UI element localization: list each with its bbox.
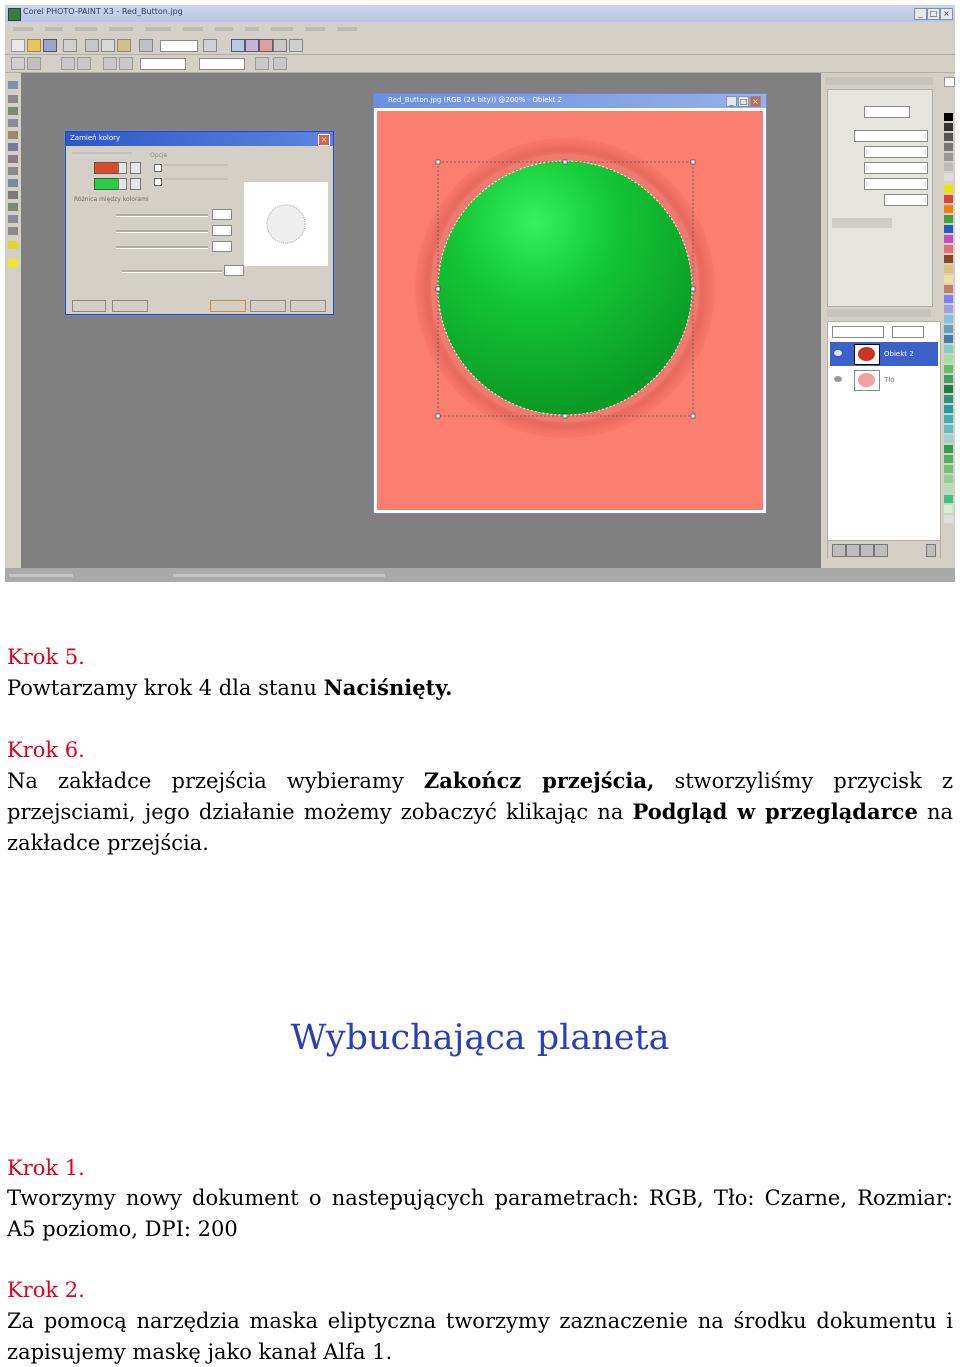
step6-line1-pre: Na zakładce przejścia wybieramy [7,769,424,793]
step1-label: Krok 1. [7,1156,85,1180]
step2-line2: zapisujemy maskę jako kanał Alfa 1. [7,1340,393,1364]
range-field[interactable] [224,265,244,276]
image-window-title-bar [374,94,766,108]
step6-line2-pre: przejsciami, jego działanie możemy zobaczyć klikając na [7,800,633,824]
status-hint [173,574,385,577]
palette-swatch[interactable] [944,365,953,373]
palette-swatch[interactable] [944,215,953,223]
to-color-swatch[interactable] [94,178,120,190]
foreground-color-icon[interactable] [8,241,18,249]
step2-line1: Za pomocą narzędzia maska eliptyczna tworzymy zaznaczenie na środku dokumentu i [7,1309,953,1333]
docker-combo[interactable] [864,106,910,118]
object-row[interactable] [830,368,938,392]
lightness-field[interactable] [212,241,232,252]
new-object-icon[interactable] [832,544,846,557]
toolbar-icon[interactable] [11,57,25,70]
step6-line2-bold: Podgląd w przeglądarce [632,799,918,824]
toolbox [5,73,21,571]
selection-handle[interactable] [563,160,567,164]
hue-field[interactable] [212,209,232,220]
saturation-slider[interactable] [116,230,208,233]
palette-swatch[interactable] [944,445,953,453]
palette-swatch[interactable] [944,455,953,463]
menu-item[interactable] [245,27,259,31]
option-checkbox[interactable] [154,178,162,186]
option-label [164,164,228,166]
cut-icon[interactable] [85,39,99,52]
property-bar [5,54,955,73]
palette-swatch[interactable] [944,153,953,161]
toolbar-icon[interactable] [103,57,117,70]
property-field[interactable] [199,58,245,70]
image-maximize-button[interactable]: □ [739,97,748,106]
palette-swatch[interactable] [944,475,953,483]
palette-swatch[interactable] [944,275,953,283]
fill-tool-icon[interactable] [8,203,18,211]
properties-docker [827,89,933,307]
object-thumbnail [854,344,880,365]
palette-swatch[interactable] [944,345,953,353]
menu-item[interactable] [337,27,357,31]
palette-swatch[interactable] [944,305,953,313]
step6-line2 [7,800,953,824]
palette-swatch[interactable] [944,335,953,343]
docker-header [827,309,931,317]
selection-handle[interactable] [691,414,695,418]
palette-swatch[interactable] [944,185,953,193]
menu-item[interactable] [109,27,133,31]
property-field[interactable] [140,58,186,70]
selection-handle[interactable] [691,160,695,164]
menu-bar [5,22,955,36]
range-slider[interactable] [122,270,222,273]
step2-label: Krok 2. [7,1278,85,1302]
palette-swatch[interactable] [944,435,953,443]
saturation-field[interactable] [212,225,232,236]
shape-tool-icon[interactable] [8,215,18,223]
close-button[interactable]: × [940,8,953,20]
toolbar-icon[interactable] [77,57,91,70]
object-row-selected[interactable] [830,342,938,366]
pick-tool-icon[interactable] [8,81,18,89]
palette-swatch[interactable] [944,505,953,513]
clone-tool-icon[interactable] [8,167,18,175]
eyedropper-tool-icon[interactable] [8,131,18,139]
step1-line2: A5 poziomo, DPI: 200 [7,1217,238,1241]
menu-item[interactable] [75,27,97,31]
eyedropper-icon[interactable] [130,178,141,190]
options-label: Opcje [150,152,168,159]
toolbar-icon[interactable] [255,57,269,70]
selection-handle[interactable] [436,160,440,164]
docker-combo[interactable] [864,178,928,190]
menu-item[interactable] [13,27,33,31]
selection-handle[interactable] [436,287,440,291]
step1-line1: Tworzymy nowy dokument o nastepujących parametrach: RGB, Tło: Czarne, Rozmiar: [7,1186,953,1210]
window-title: Corel PHOTO-PAINT X3 - Red_Button.jpg [23,7,183,16]
crop-tool-icon[interactable] [8,107,18,115]
menu-item[interactable] [45,27,63,31]
palette-swatch[interactable] [944,355,953,363]
selection-handle[interactable] [691,287,695,291]
palette-swatch[interactable] [944,225,953,233]
menu-item[interactable] [305,27,325,31]
cancel-button[interactable] [250,300,286,312]
palette-swatch[interactable] [944,205,953,213]
docker-icons[interactable] [832,218,892,228]
print-icon[interactable] [63,39,77,52]
docker-combo[interactable] [864,162,928,174]
dialog-title: Zamień kolory [70,134,121,142]
hue-slider[interactable] [116,214,208,217]
copy-icon[interactable] [101,39,115,52]
palette-swatch[interactable] [944,285,953,293]
dialog-label [72,152,132,154]
docker-panel [821,73,939,571]
image-window-title: Red_Button.jpg (RGB (24 bity)) @200% - Obiekt 2 [388,96,563,104]
selection-handle[interactable] [563,414,567,418]
merge-mode-combo[interactable] [832,326,884,338]
step5-text [7,676,452,700]
replace-colors-dialog [65,131,334,315]
object-icon[interactable] [874,544,888,557]
toolbar-icon[interactable] [273,57,287,70]
from-color-swatch[interactable] [94,162,120,174]
step5-label: Krok 5. [7,645,85,669]
toolbar-icon[interactable] [61,57,75,70]
maximize-button[interactable]: □ [927,8,940,20]
step5-text-bold: Naciśnięty. [323,675,453,700]
app-icon [8,8,21,21]
reset-button[interactable] [112,300,148,312]
menu-item[interactable] [271,27,293,31]
docker-header [825,77,933,85]
palette-swatch[interactable] [944,133,953,141]
new-file-icon[interactable] [11,39,25,52]
section-title: Wybuchająca planeta [290,1018,670,1058]
dialog-title-bar [66,132,333,146]
step6-label: Krok 6. [7,738,85,762]
palette-swatch[interactable] [944,425,953,433]
palette-swatch[interactable] [944,495,953,503]
palette-swatch[interactable] [944,77,955,87]
palette-swatch[interactable] [944,375,953,383]
paste-icon[interactable] [117,39,131,52]
open-folder-icon[interactable] [27,39,41,52]
zoom-tool-icon[interactable] [8,119,18,127]
toolbar-icon[interactable] [289,39,303,52]
objects-docker [827,321,941,559]
palette-swatch[interactable] [944,385,953,393]
palette-swatch[interactable] [944,163,953,171]
object-thumbnail [854,370,880,391]
toolbar-icon[interactable] [203,39,217,52]
preview-circle [244,182,328,266]
palette-swatch[interactable] [944,295,953,303]
docker-field[interactable] [854,130,928,142]
dialog-close-button[interactable]: × [318,134,330,146]
objects-toolbar [828,540,940,559]
redeye-tool-icon[interactable] [8,155,18,163]
mask-tool-icon[interactable] [8,95,18,103]
step6-line3: zakładce przejścia. [7,831,209,855]
option-label [164,178,228,180]
ok-button[interactable] [210,300,246,312]
palette-swatch[interactable] [944,173,953,181]
selection-handle[interactable] [436,414,440,418]
palette-swatch[interactable] [944,415,953,423]
image-canvas[interactable] [377,111,763,510]
palette-swatch[interactable] [944,143,953,151]
palette-swatch[interactable] [944,265,953,273]
menu-item[interactable] [215,27,233,31]
status-text [9,574,73,577]
undo-icon[interactable] [139,39,153,52]
palette-swatch[interactable] [944,515,953,523]
palette-swatch[interactable] [944,315,953,323]
step6-line1 [7,769,953,793]
eyedropper-icon[interactable] [130,162,141,174]
toolbar-icon[interactable] [119,57,133,70]
green-ball [438,161,692,415]
standard-toolbar [5,36,955,55]
object-icon[interactable] [846,544,860,557]
palette-swatch[interactable] [944,395,953,403]
step6-line1-post: stworzyliśmy przycisk z [654,769,954,793]
image-close-button[interactable]: × [750,96,761,107]
button-artwork [377,111,763,510]
image-window [373,93,767,514]
menu-item[interactable] [145,27,171,31]
delete-object-icon[interactable] [926,544,936,557]
object-name: Obiekt 2 [884,350,914,358]
minimize-button[interactable]: _ [914,8,927,20]
status-bar [5,568,955,582]
color-difference-label: Różnica między kolorami [74,196,149,203]
palette-swatch[interactable] [944,325,953,333]
effect-tool-icon[interactable] [8,179,18,187]
step5-text-pre: Powtarzamy krok 4 dla stanu [7,676,324,700]
paint-tool-icon[interactable] [8,191,18,199]
fill-color-icon[interactable] [8,259,18,267]
zoom-combo[interactable] [160,40,198,52]
palette-swatch[interactable] [944,235,953,243]
preview-button[interactable] [72,300,106,312]
eye-icon[interactable] [834,350,842,356]
docker-field[interactable] [884,194,928,206]
eraser-tool-icon[interactable] [8,143,18,151]
palette-swatch[interactable] [944,465,953,473]
mask-icon[interactable] [273,39,287,52]
eye-icon[interactable] [834,376,842,382]
color-palette [942,73,955,571]
object-icon[interactable] [860,544,874,557]
dialog-preview [244,182,328,266]
from-color-dropdown[interactable] [118,162,127,174]
title-bar [5,5,955,22]
lightness-slider[interactable] [116,246,208,249]
palette-swatch[interactable] [944,113,953,121]
option-checkbox[interactable] [154,164,162,172]
save-icon[interactable] [43,39,57,52]
palette-swatch[interactable] [944,255,953,263]
toolbar-icon[interactable] [27,57,41,70]
mask-icon[interactable] [245,39,259,52]
palette-swatch[interactable] [944,485,953,493]
background-name: Tło [884,376,895,384]
mask-icon[interactable] [259,39,273,52]
help-button[interactable] [290,300,326,312]
mask-icon[interactable] [231,39,245,52]
opacity-field[interactable] [892,326,924,338]
palette-swatch[interactable] [944,245,953,253]
palette-swatch[interactable] [944,195,953,203]
menu-item[interactable] [183,27,203,31]
text-tool-icon[interactable] [8,227,18,235]
to-color-dropdown[interactable] [118,178,127,190]
image-minimize-button[interactable]: _ [726,96,737,107]
docker-field[interactable] [864,146,928,158]
photo-paint-window [5,5,955,582]
step6-line2-post: na [917,800,953,824]
step6-line1-bold: Zakończ przejścia, [423,768,655,793]
palette-swatch[interactable] [944,405,953,413]
palette-swatch[interactable] [944,123,953,131]
